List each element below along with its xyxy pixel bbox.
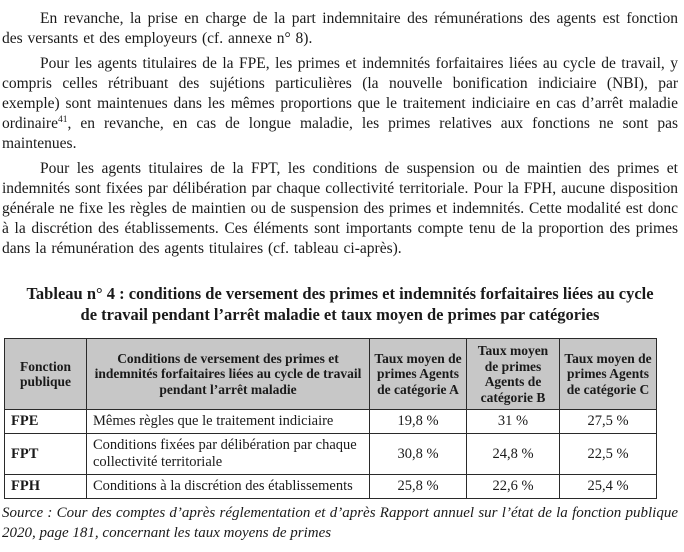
column-header-fonction-publique: Fonction publique	[5, 339, 87, 410]
footnote-reference-41: 41	[57, 114, 68, 125]
paragraph-fpe-text-before-footnote: Pour les agents titulaires de la FPE, les primes et indemnités forfaitaires liées au cycle de travail, y compris celles rétribuant des sujétions particulières (la nouvelle bonification indiciaire (NBI), par exemple) sont maintenues dans les mêmes proportions que le traitement indiciaire en cas d’arrêt maladie ordinaire	[2, 55, 678, 132]
table-tableau-4	[4, 338, 657, 499]
cell-taux-c-fph: 25,4 %	[560, 475, 657, 499]
column-header-taux-categorie-c: Taux moyen de primes Agents de catégorie C	[560, 339, 657, 410]
paragraph-en-revanche: En revanche, la prise en charge de la part indemnitaire des rémunérations des agents est fonction des versants et des employeurs (cf. annexe n° 8).	[2, 10, 678, 47]
cell-taux-b-fpe: 31 %	[467, 410, 560, 434]
cell-taux-b-fpt: 24,8 %	[467, 434, 560, 475]
table-row-fpe	[5, 410, 657, 434]
column-header-conditions-versement: Conditions de versement des primes et indemnités forfaitaires liées au cycle de travail pendant l’arrêt maladie	[87, 339, 370, 410]
cell-taux-a-fpe: 19,8 %	[370, 410, 467, 434]
table-row-fpt	[5, 434, 657, 475]
cell-fonction-fpt: FPT	[5, 434, 87, 475]
column-header-taux-categorie-b: Taux moyen de primes Agents de catégorie B	[467, 339, 560, 410]
cell-taux-a-fpt: 30,8 %	[370, 434, 467, 475]
cell-taux-a-fph: 25,8 %	[370, 475, 467, 499]
table-header-row	[5, 339, 657, 410]
cell-conditions-fpt: Conditions fixées par délibération par chaque collectivité territoriale	[87, 434, 370, 475]
cell-taux-c-fpe: 27,5 %	[560, 410, 657, 434]
source-note: Source : Cour des comptes d’après réglementation et d’après Rapport annuel sur l’état de la fonction publique 2020, page 181, concernant les taux moyens de primes	[2, 505, 678, 541]
paragraph-fpe	[2, 54, 678, 154]
cell-conditions-fph: Conditions à la discrétion des établissements	[87, 475, 370, 499]
cell-conditions-fpe: Mêmes règles que le traitement indiciaire	[87, 410, 370, 434]
cell-fonction-fph: FPH	[5, 475, 87, 499]
column-header-taux-categorie-a: Taux moyen de primes Agents de catégorie A	[370, 339, 467, 410]
paragraph-fpe-text-after-footnote: , en revanche, en cas de longue maladie, les primes relatives aux fonctions ne sont pas maintenues.	[2, 115, 678, 152]
cell-taux-c-fpt: 22,5 %	[560, 434, 657, 475]
paragraph-fpt-fph: Pour les agents titulaires de la FPT, les conditions de suspension ou de maintien des primes et indemnités sont fixées par délibération par chaque collectivité territoriale. Pour la FPH, aucune disposition générale ne fixe les règles de maintien ou de suspension des primes et indemnités. Cette modalité est donc à la discrétion des établissements. Ces éléments sont importants compte tenu de la proportion des primes dans la rémunération des agents titulaires (cf. tableau ci-après).	[2, 160, 678, 257]
cell-taux-b-fph: 22,6 %	[467, 475, 560, 499]
table-title: Tableau n° 4 : conditions de versement des primes et indemnités forfaitaires liées au cycle de travail pendant l’arrêt maladie et taux moyen de primes par catégories	[26, 284, 654, 324]
table-row-fph	[5, 475, 657, 499]
cell-fonction-fpe: FPE	[5, 410, 87, 434]
